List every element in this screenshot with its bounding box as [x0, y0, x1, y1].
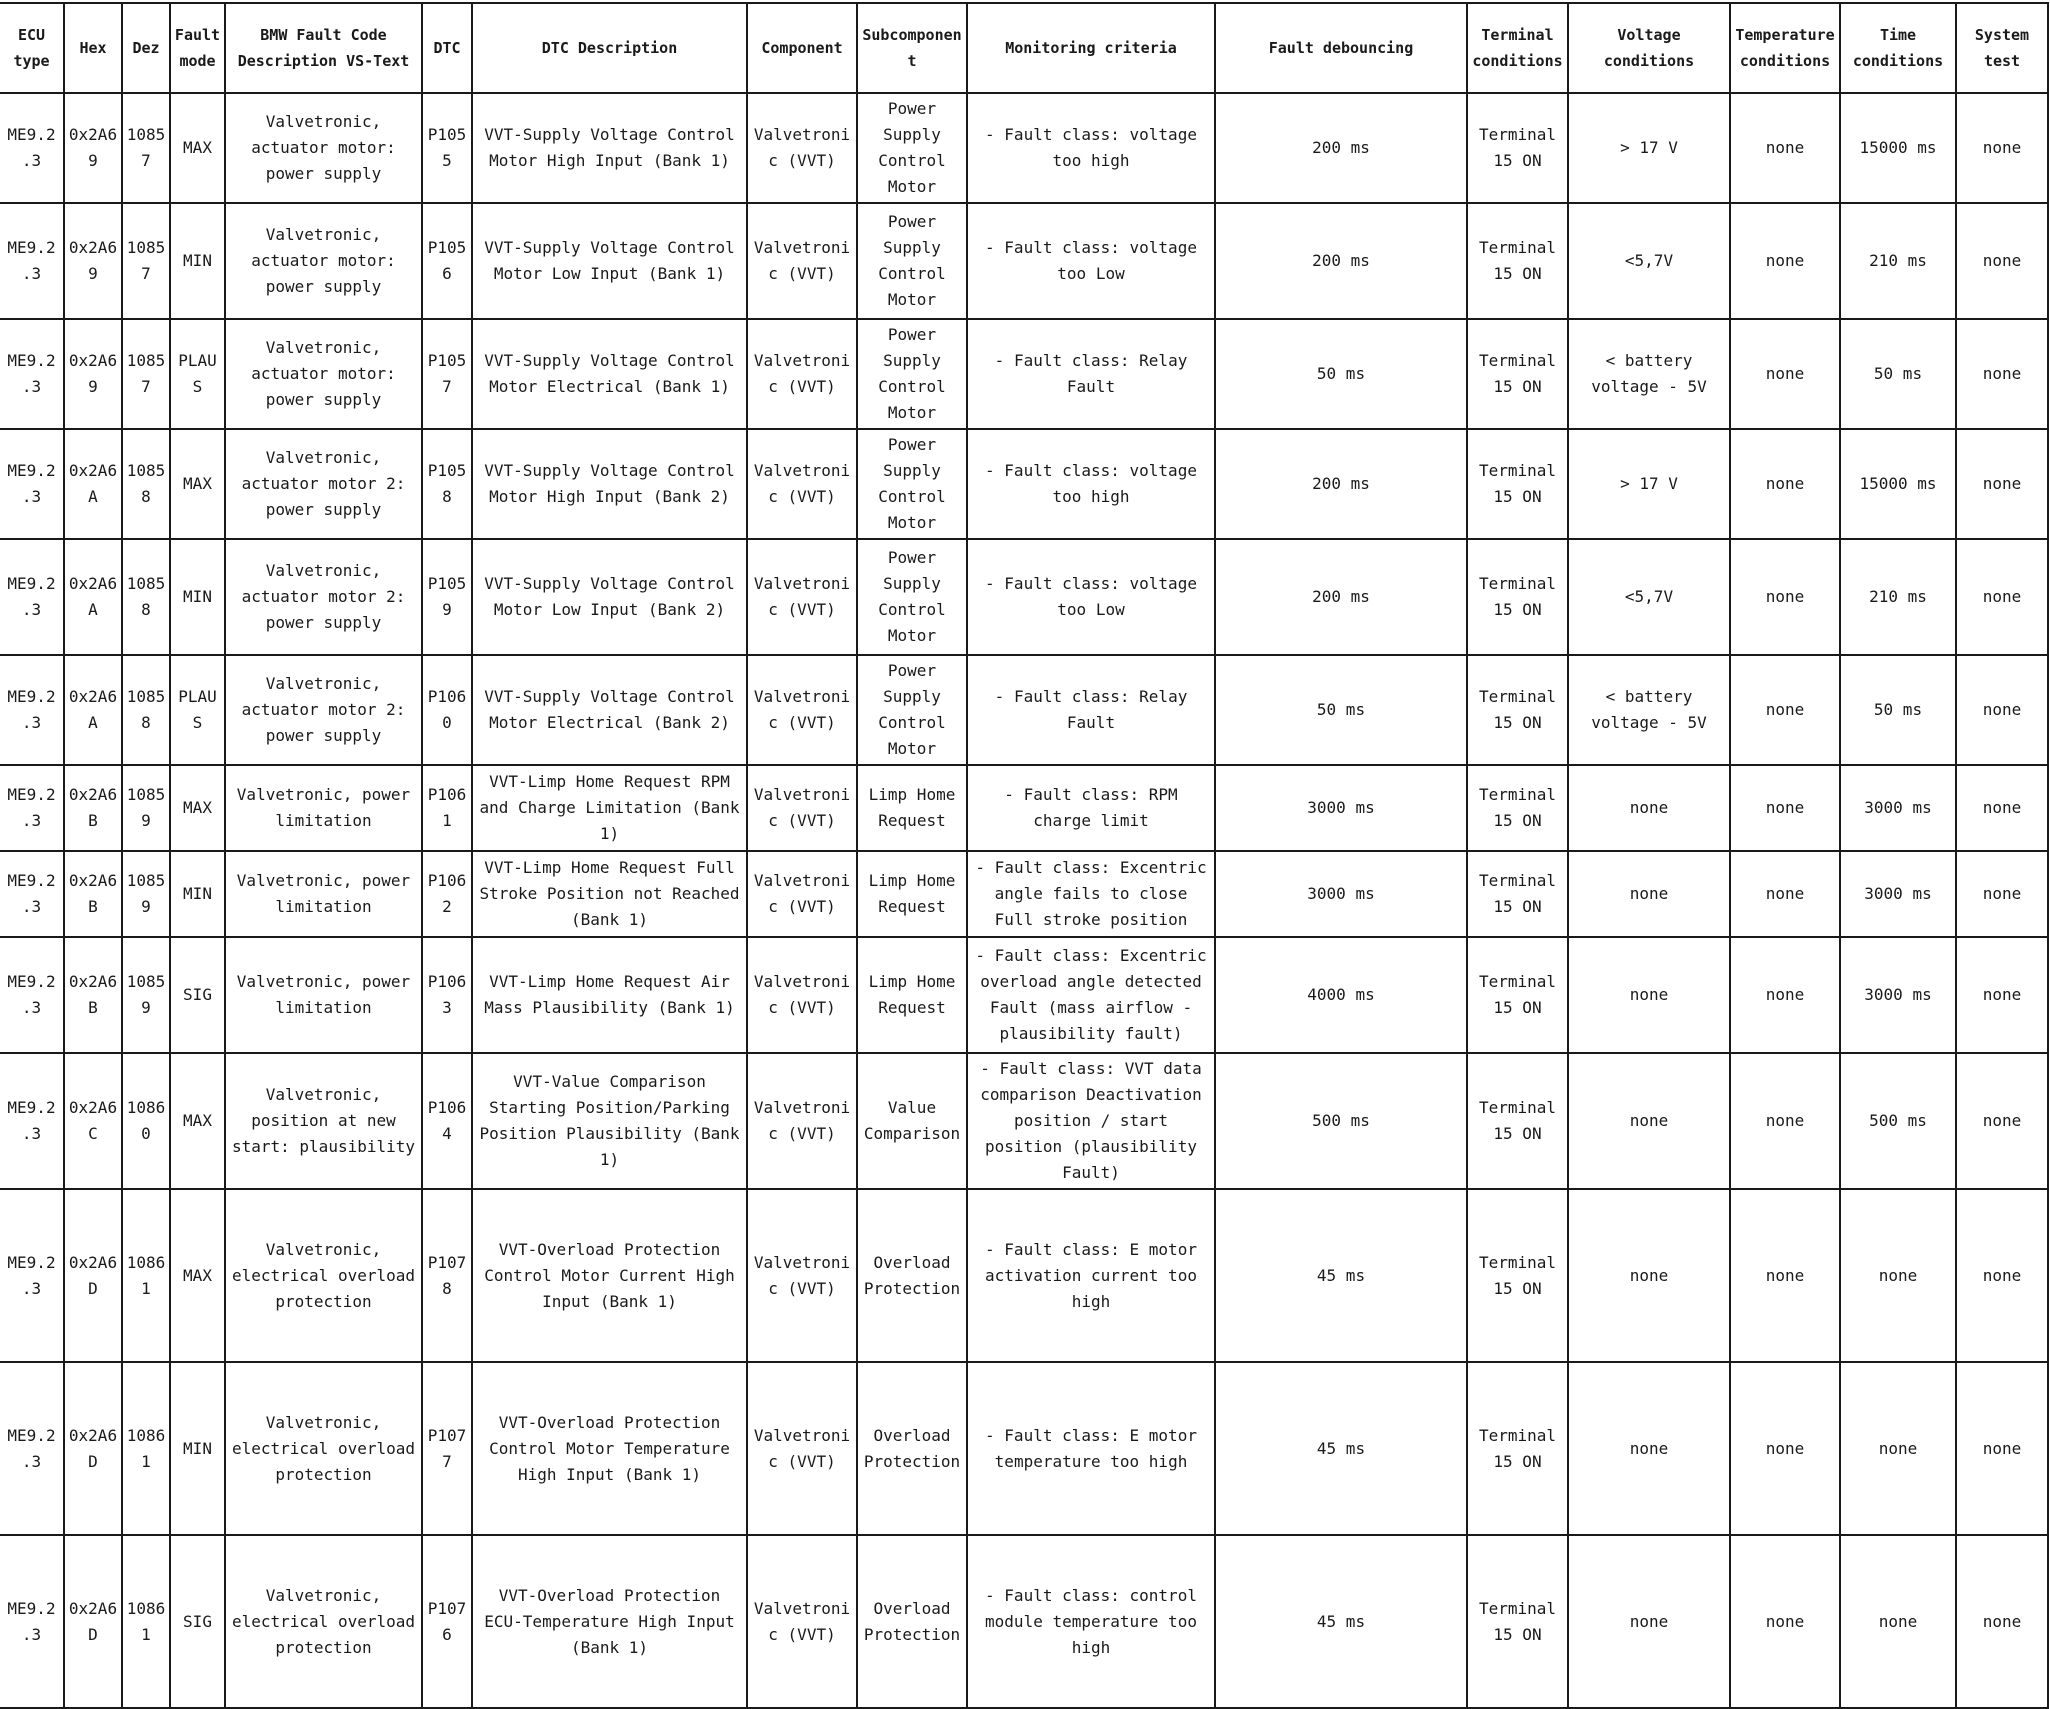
header-monitoring-criteria: Monitoring criteria: [967, 3, 1215, 93]
cell-bmw-description: Valvetronic, actuator motor 2: power supply: [225, 655, 422, 765]
table-row: [0, 319, 2048, 429]
cell-subcomponent: Power Supply Control Motor: [857, 429, 967, 539]
cell-dtc: P1060: [422, 655, 472, 765]
cell-component: Valvetronic (VVT): [747, 93, 857, 203]
cell-time-conditions: none: [1840, 1189, 1956, 1362]
cell-voltage-conditions: none: [1568, 1053, 1730, 1189]
cell-time-conditions: 3000 ms: [1840, 851, 1956, 937]
cell-component: Valvetronic (VVT): [747, 203, 857, 319]
cell-dtc-description: VVT-Overload Protection Control Motor Current High Input (Bank 1): [472, 1189, 747, 1362]
cell-temperature-conditions: none: [1730, 1362, 1840, 1535]
header-subcomponent: Subcomponent: [857, 3, 967, 93]
cell-dtc: P1061: [422, 765, 472, 851]
cell-ecu-type: ME9.2.3: [0, 937, 64, 1053]
header-terminal-conditions: Terminal conditions: [1467, 3, 1568, 93]
cell-dtc: P1064: [422, 1053, 472, 1189]
cell-terminal-conditions: Terminal 15 ON: [1467, 1535, 1568, 1708]
cell-voltage-conditions: <5,7V: [1568, 203, 1730, 319]
cell-ecu-type: ME9.2.3: [0, 1053, 64, 1189]
cell-dez: 10859: [122, 765, 170, 851]
cell-dez: 10857: [122, 319, 170, 429]
cell-fault-debouncing: 50 ms: [1215, 655, 1467, 765]
cell-fault-mode: SIG: [170, 1535, 225, 1708]
cell-fault-debouncing: 3000 ms: [1215, 765, 1467, 851]
cell-dtc-description: VVT-Supply Voltage Control Motor Electrical (Bank 1): [472, 319, 747, 429]
cell-ecu-type: ME9.2.3: [0, 429, 64, 539]
header-fault-debouncing: Fault debouncing: [1215, 3, 1467, 93]
header-dtc: DTC: [422, 3, 472, 93]
cell-monitoring-criteria: - Fault class: Relay Fault: [967, 655, 1215, 765]
cell-ecu-type: ME9.2.3: [0, 851, 64, 937]
cell-bmw-description: Valvetronic, power limitation: [225, 851, 422, 937]
cell-terminal-conditions: Terminal 15 ON: [1467, 319, 1568, 429]
cell-monitoring-criteria: - Fault class: voltage too Low: [967, 203, 1215, 319]
header-fault-mode: Fault mode: [170, 3, 225, 93]
cell-terminal-conditions: Terminal 15 ON: [1467, 1189, 1568, 1362]
cell-fault-mode: MIN: [170, 851, 225, 937]
header-row: [0, 3, 2048, 93]
cell-terminal-conditions: Terminal 15 ON: [1467, 937, 1568, 1053]
cell-temperature-conditions: none: [1730, 203, 1840, 319]
cell-monitoring-criteria: - Fault class: Excentric overload angle detected Fault (mass airflow -plausibility fault): [967, 937, 1215, 1053]
cell-time-conditions: none: [1840, 1535, 1956, 1708]
table-row: [0, 655, 2048, 765]
cell-dtc: P1055: [422, 93, 472, 203]
cell-fault-mode: MIN: [170, 1362, 225, 1535]
cell-component: Valvetronic (VVT): [747, 851, 857, 937]
cell-component: Valvetronic (VVT): [747, 1189, 857, 1362]
cell-dez: 10858: [122, 539, 170, 655]
fault-code-table: [0, 2, 2049, 1709]
cell-component: Valvetronic (VVT): [747, 1535, 857, 1708]
cell-subcomponent: Overload Protection: [857, 1189, 967, 1362]
cell-voltage-conditions: > 17 V: [1568, 429, 1730, 539]
cell-system-test: none: [1956, 429, 2048, 539]
cell-dtc: P1063: [422, 937, 472, 1053]
cell-subcomponent: Power Supply Control Motor: [857, 203, 967, 319]
cell-hex: 0x2A6A: [64, 655, 122, 765]
cell-fault-debouncing: 4000 ms: [1215, 937, 1467, 1053]
cell-monitoring-criteria: - Fault class: E motor activation current too high: [967, 1189, 1215, 1362]
cell-fault-mode: MIN: [170, 539, 225, 655]
cell-ecu-type: ME9.2.3: [0, 1362, 64, 1535]
cell-fault-debouncing: 45 ms: [1215, 1535, 1467, 1708]
cell-system-test: none: [1956, 1053, 2048, 1189]
header-hex: Hex: [64, 3, 122, 93]
cell-time-conditions: 210 ms: [1840, 203, 1956, 319]
cell-system-test: none: [1956, 851, 2048, 937]
cell-bmw-description: Valvetronic, power limitation: [225, 937, 422, 1053]
cell-hex: 0x2A6D: [64, 1535, 122, 1708]
cell-dtc: P1059: [422, 539, 472, 655]
cell-temperature-conditions: none: [1730, 93, 1840, 203]
cell-dez: 10860: [122, 1053, 170, 1189]
cell-terminal-conditions: Terminal 15 ON: [1467, 203, 1568, 319]
cell-component: Valvetronic (VVT): [747, 1362, 857, 1535]
cell-dez: 10858: [122, 655, 170, 765]
cell-bmw-description: Valvetronic, actuator motor 2: power supply: [225, 429, 422, 539]
cell-dtc: P1076: [422, 1535, 472, 1708]
cell-dtc-description: VVT-Value Comparison Starting Position/Parking Position Plausibility (Bank 1): [472, 1053, 747, 1189]
header-dez: Dez: [122, 3, 170, 93]
cell-system-test: none: [1956, 1189, 2048, 1362]
cell-temperature-conditions: none: [1730, 539, 1840, 655]
cell-fault-debouncing: 200 ms: [1215, 93, 1467, 203]
cell-time-conditions: 500 ms: [1840, 1053, 1956, 1189]
cell-fault-debouncing: 3000 ms: [1215, 851, 1467, 937]
table-row: [0, 1053, 2048, 1189]
header-ecu-type: ECU type: [0, 3, 64, 93]
cell-fault-mode: MAX: [170, 1189, 225, 1362]
cell-bmw-description: Valvetronic, actuator motor: power supply: [225, 203, 422, 319]
cell-dtc: P1057: [422, 319, 472, 429]
cell-dtc-description: VVT-Limp Home Request RPM and Charge Limitation (Bank 1): [472, 765, 747, 851]
cell-time-conditions: 210 ms: [1840, 539, 1956, 655]
cell-fault-mode: MAX: [170, 1053, 225, 1189]
cell-dtc: P1058: [422, 429, 472, 539]
cell-dez: 10859: [122, 937, 170, 1053]
cell-dez: 10857: [122, 93, 170, 203]
cell-component: Valvetronic (VVT): [747, 937, 857, 1053]
cell-hex: 0x2A6C: [64, 1053, 122, 1189]
cell-terminal-conditions: Terminal 15 ON: [1467, 93, 1568, 203]
cell-subcomponent: Limp Home Request: [857, 937, 967, 1053]
cell-voltage-conditions: none: [1568, 851, 1730, 937]
cell-hex: 0x2A6D: [64, 1189, 122, 1362]
cell-dez: 10861: [122, 1362, 170, 1535]
cell-dez: 10858: [122, 429, 170, 539]
cell-temperature-conditions: none: [1730, 1535, 1840, 1708]
cell-hex: 0x2A6A: [64, 429, 122, 539]
cell-dtc-description: VVT-Supply Voltage Control Motor Low Input (Bank 2): [472, 539, 747, 655]
cell-dtc-description: VVT-Limp Home Request Air Mass Plausibility (Bank 1): [472, 937, 747, 1053]
cell-temperature-conditions: none: [1730, 1053, 1840, 1189]
cell-dtc-description: VVT-Supply Voltage Control Motor High Input (Bank 1): [472, 93, 747, 203]
cell-hex: 0x2A6D: [64, 1362, 122, 1535]
cell-component: Valvetronic (VVT): [747, 429, 857, 539]
cell-ecu-type: ME9.2.3: [0, 1189, 64, 1362]
cell-system-test: none: [1956, 1362, 2048, 1535]
header-component: Component: [747, 3, 857, 93]
cell-temperature-conditions: none: [1730, 655, 1840, 765]
cell-fault-mode: PLAUS: [170, 319, 225, 429]
cell-monitoring-criteria: - Fault class: Relay Fault: [967, 319, 1215, 429]
cell-component: Valvetronic (VVT): [747, 539, 857, 655]
cell-dez: 10861: [122, 1535, 170, 1708]
cell-fault-debouncing: 200 ms: [1215, 539, 1467, 655]
cell-bmw-description: Valvetronic, electrical overload protection: [225, 1362, 422, 1535]
header-time-conditions: Time conditions: [1840, 3, 1956, 93]
cell-voltage-conditions: none: [1568, 1535, 1730, 1708]
cell-dtc-description: VVT-Supply Voltage Control Motor Electrical (Bank 2): [472, 655, 747, 765]
cell-bmw-description: Valvetronic, position at new start: plausibility: [225, 1053, 422, 1189]
cell-terminal-conditions: Terminal 15 ON: [1467, 1362, 1568, 1535]
cell-fault-mode: SIG: [170, 937, 225, 1053]
cell-subcomponent: Power Supply Control Motor: [857, 93, 967, 203]
table-row: [0, 851, 2048, 937]
cell-subcomponent: Overload Protection: [857, 1535, 967, 1708]
cell-monitoring-criteria: - Fault class: Excentric angle fails to close Full stroke position: [967, 851, 1215, 937]
cell-monitoring-criteria: - Fault class: voltage too high: [967, 93, 1215, 203]
cell-fault-debouncing: 200 ms: [1215, 203, 1467, 319]
cell-voltage-conditions: none: [1568, 1362, 1730, 1535]
cell-ecu-type: ME9.2.3: [0, 319, 64, 429]
cell-time-conditions: 15000 ms: [1840, 93, 1956, 203]
cell-hex: 0x2A69: [64, 93, 122, 203]
cell-monitoring-criteria: - Fault class: RPM charge limit: [967, 765, 1215, 851]
cell-system-test: none: [1956, 655, 2048, 765]
cell-dtc-description: VVT-Overload Protection Control Motor Temperature High Input (Bank 1): [472, 1362, 747, 1535]
cell-time-conditions: 50 ms: [1840, 319, 1956, 429]
cell-hex: 0x2A69: [64, 203, 122, 319]
cell-fault-mode: PLAUS: [170, 655, 225, 765]
cell-ecu-type: ME9.2.3: [0, 203, 64, 319]
cell-component: Valvetronic (VVT): [747, 319, 857, 429]
header-dtc-description: DTC Description: [472, 3, 747, 93]
cell-fault-debouncing: 500 ms: [1215, 1053, 1467, 1189]
cell-fault-mode: MAX: [170, 93, 225, 203]
cell-dtc-description: VVT-Limp Home Request Full Stroke Position not Reached (Bank 1): [472, 851, 747, 937]
cell-bmw-description: Valvetronic, electrical overload protection: [225, 1189, 422, 1362]
cell-fault-mode: MAX: [170, 429, 225, 539]
cell-dtc: P1078: [422, 1189, 472, 1362]
cell-hex: 0x2A6B: [64, 851, 122, 937]
table-row: [0, 539, 2048, 655]
cell-monitoring-criteria: - Fault class: control module temperature too high: [967, 1535, 1215, 1708]
header-system-test: System test: [1956, 3, 2048, 93]
cell-time-conditions: 3000 ms: [1840, 765, 1956, 851]
table-row: [0, 203, 2048, 319]
cell-dtc-description: VVT-Supply Voltage Control Motor Low Input (Bank 1): [472, 203, 747, 319]
cell-terminal-conditions: Terminal 15 ON: [1467, 655, 1568, 765]
cell-voltage-conditions: > 17 V: [1568, 93, 1730, 203]
cell-system-test: none: [1956, 1535, 2048, 1708]
table-row: [0, 937, 2048, 1053]
cell-time-conditions: 3000 ms: [1840, 937, 1956, 1053]
table-row: [0, 1362, 2048, 1535]
cell-temperature-conditions: none: [1730, 937, 1840, 1053]
cell-monitoring-criteria: - Fault class: E motor temperature too high: [967, 1362, 1215, 1535]
cell-monitoring-criteria: - Fault class: voltage too Low: [967, 539, 1215, 655]
cell-fault-mode: MAX: [170, 765, 225, 851]
cell-dtc: P1077: [422, 1362, 472, 1535]
table-row: [0, 1535, 2048, 1708]
cell-voltage-conditions: < battery voltage - 5V: [1568, 655, 1730, 765]
table-row: [0, 765, 2048, 851]
cell-subcomponent: Value Comparison: [857, 1053, 967, 1189]
cell-hex: 0x2A6A: [64, 539, 122, 655]
cell-terminal-conditions: Terminal 15 ON: [1467, 539, 1568, 655]
cell-fault-debouncing: 50 ms: [1215, 319, 1467, 429]
cell-terminal-conditions: Terminal 15 ON: [1467, 851, 1568, 937]
cell-monitoring-criteria: - Fault class: voltage too high: [967, 429, 1215, 539]
cell-subcomponent: Overload Protection: [857, 1362, 967, 1535]
cell-fault-debouncing: 45 ms: [1215, 1189, 1467, 1362]
cell-ecu-type: ME9.2.3: [0, 655, 64, 765]
cell-hex: 0x2A6B: [64, 937, 122, 1053]
cell-dez: 10861: [122, 1189, 170, 1362]
table-row: [0, 429, 2048, 539]
cell-time-conditions: 15000 ms: [1840, 429, 1956, 539]
cell-hex: 0x2A69: [64, 319, 122, 429]
cell-system-test: none: [1956, 539, 2048, 655]
cell-fault-mode: MIN: [170, 203, 225, 319]
cell-bmw-description: Valvetronic, actuator motor 2: power supply: [225, 539, 422, 655]
cell-terminal-conditions: Terminal 15 ON: [1467, 429, 1568, 539]
cell-hex: 0x2A6B: [64, 765, 122, 851]
cell-terminal-conditions: Terminal 15 ON: [1467, 765, 1568, 851]
cell-monitoring-criteria: - Fault class: VVT data comparison Deactivation position / start position (plausibility Fault): [967, 1053, 1215, 1189]
cell-subcomponent: Limp Home Request: [857, 851, 967, 937]
cell-bmw-description: Valvetronic, electrical overload protection: [225, 1535, 422, 1708]
cell-ecu-type: ME9.2.3: [0, 539, 64, 655]
cell-system-test: none: [1956, 93, 2048, 203]
cell-temperature-conditions: none: [1730, 1189, 1840, 1362]
cell-dtc: P1056: [422, 203, 472, 319]
cell-subcomponent: Power Supply Control Motor: [857, 539, 967, 655]
cell-time-conditions: none: [1840, 1362, 1956, 1535]
cell-temperature-conditions: none: [1730, 429, 1840, 539]
cell-system-test: none: [1956, 937, 2048, 1053]
cell-ecu-type: ME9.2.3: [0, 765, 64, 851]
cell-voltage-conditions: none: [1568, 937, 1730, 1053]
cell-temperature-conditions: none: [1730, 765, 1840, 851]
cell-component: Valvetronic (VVT): [747, 1053, 857, 1189]
cell-ecu-type: ME9.2.3: [0, 93, 64, 203]
cell-voltage-conditions: none: [1568, 765, 1730, 851]
cell-fault-debouncing: 45 ms: [1215, 1362, 1467, 1535]
cell-dtc-description: VVT-Overload Protection ECU-Temperature High Input (Bank 1): [472, 1535, 747, 1708]
cell-dez: 10859: [122, 851, 170, 937]
cell-bmw-description: Valvetronic, actuator motor: power supply: [225, 319, 422, 429]
cell-time-conditions: 50 ms: [1840, 655, 1956, 765]
cell-fault-debouncing: 200 ms: [1215, 429, 1467, 539]
header-voltage-conditions: Voltage conditions: [1568, 3, 1730, 93]
header-temperature-conditions: Temperature conditions: [1730, 3, 1840, 93]
table-row: [0, 1189, 2048, 1362]
cell-bmw-description: Valvetronic, power limitation: [225, 765, 422, 851]
cell-temperature-conditions: none: [1730, 851, 1840, 937]
table-row: [0, 93, 2048, 203]
cell-bmw-description: Valvetronic, actuator motor: power supply: [225, 93, 422, 203]
cell-system-test: none: [1956, 203, 2048, 319]
cell-subcomponent: Power Supply Control Motor: [857, 655, 967, 765]
cell-dtc-description: VVT-Supply Voltage Control Motor High Input (Bank 2): [472, 429, 747, 539]
cell-subcomponent: Power Supply Control Motor: [857, 319, 967, 429]
cell-component: Valvetronic (VVT): [747, 765, 857, 851]
cell-system-test: none: [1956, 765, 2048, 851]
cell-voltage-conditions: <5,7V: [1568, 539, 1730, 655]
cell-component: Valvetronic (VVT): [747, 655, 857, 765]
cell-subcomponent: Limp Home Request: [857, 765, 967, 851]
header-bmw-description: BMW Fault Code Description VS-Text: [225, 3, 422, 93]
cell-terminal-conditions: Terminal 15 ON: [1467, 1053, 1568, 1189]
cell-dtc: P1062: [422, 851, 472, 937]
cell-voltage-conditions: none: [1568, 1189, 1730, 1362]
cell-ecu-type: ME9.2.3: [0, 1535, 64, 1708]
cell-dez: 10857: [122, 203, 170, 319]
cell-system-test: none: [1956, 319, 2048, 429]
cell-voltage-conditions: < battery voltage - 5V: [1568, 319, 1730, 429]
cell-temperature-conditions: none: [1730, 319, 1840, 429]
